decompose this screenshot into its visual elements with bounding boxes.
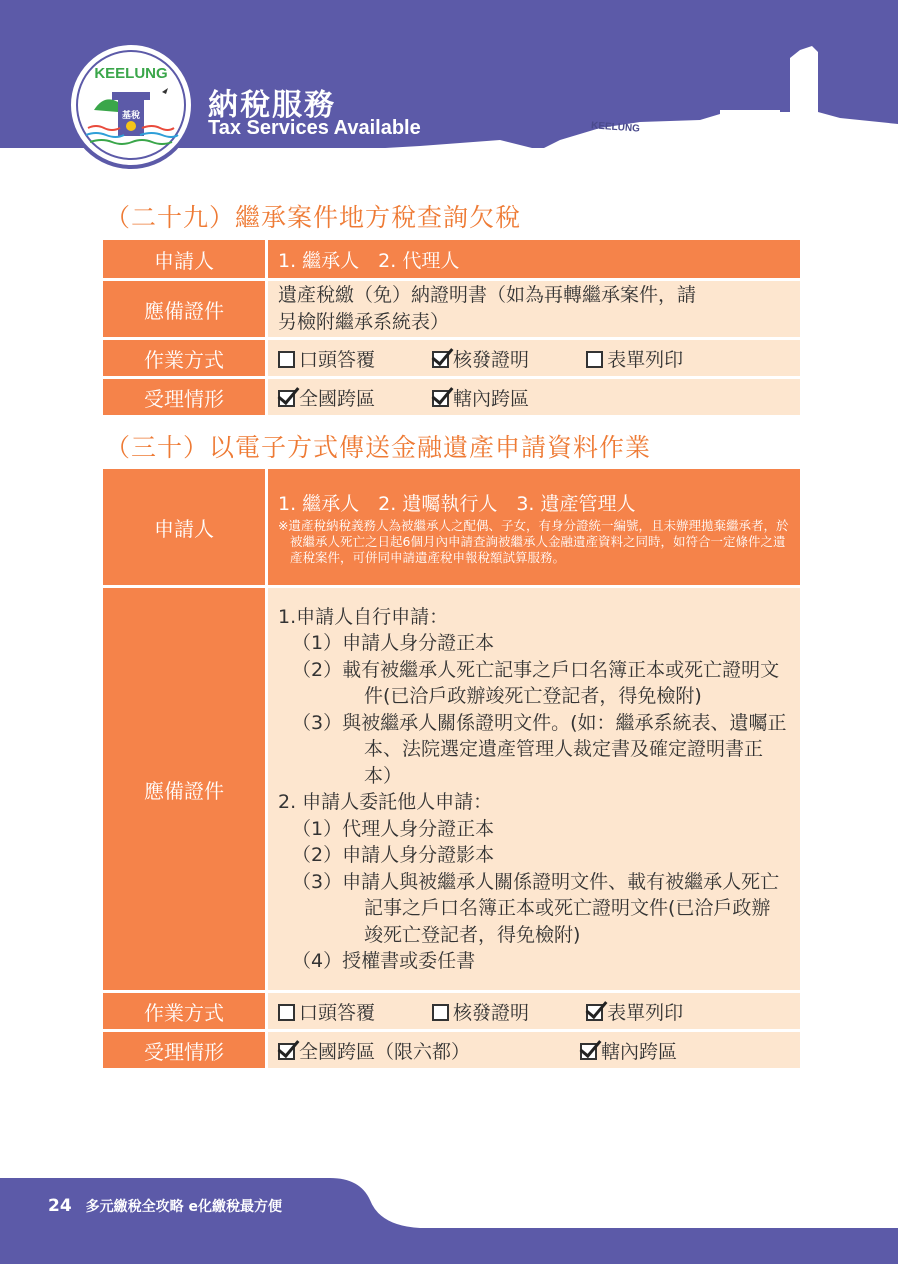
method-options [265,993,800,1029]
docs-item: （3）與被繼承人關係證明文件。(如：繼承系統表、遺囑正本、法院選定遺產管理人裁定書及確定證明書正本） [292,711,787,787]
row-label: 作業方式 [103,340,265,376]
option-label: 核發證明 [453,1001,530,1024]
method-options [265,340,800,376]
header-title: 納稅服務 [208,88,336,123]
row-label: 應備證件 [103,588,265,990]
table-row [103,1032,800,1068]
checkbox-checked[interactable] [278,390,295,407]
docs-heading: 2. 申請人委託他人申請： [278,791,493,813]
docs-value [265,281,800,337]
section29-title: （二十九）繼承案件地方稅查詢欠稅 [105,203,522,232]
row-label: 作業方式 [103,993,265,1029]
header-subtitle: Tax Services Available [208,117,421,139]
applicant-value [265,469,800,585]
table-row [103,240,800,278]
keelung-tax-logo [66,40,196,170]
option-label: 全國跨區 [299,387,376,410]
applicant-value: 1. 繼承人 2. 代理人 [265,240,800,278]
checkbox-unchecked[interactable] [278,1004,295,1021]
checkbox-checked[interactable] [432,351,449,368]
section29-table [103,237,800,418]
option-label: 核發證明 [453,348,530,371]
checkbox-unchecked[interactable] [586,351,603,368]
docs-line: 遺產稅繳（免）納證明書（如為再轉繼承案件，請 [278,284,697,306]
section30-title: （三十）以電子方式傳送金融遺產申請資料作業 [105,433,652,462]
checkbox-unchecked[interactable] [432,1004,449,1021]
option-label: 口頭答覆 [299,1001,376,1024]
table-row [103,588,800,990]
footer-text: 多元繳稅全攻略 e化繳稅最方便 [85,1199,283,1215]
docs-item: （3）申請人與被繼承人關係證明文件、載有被繼承人死亡記事之戶口名簿正本或死亡證明文件(已洽戶政辦竣死亡登記者，得免檢附) [292,870,780,946]
option-label: 表單列印 [607,348,684,371]
accept-options [265,379,800,415]
checkbox-unchecked[interactable] [278,351,295,368]
docs-item: （2）載有被繼承人死亡記事之戶口名簿正本或死亡證明文件(已洽戶政辦竣死亡登記者，得免檢附) [292,658,780,707]
table-row [103,469,800,585]
accept-options [265,1032,800,1068]
checkbox-checked[interactable] [432,390,449,407]
docs-item: （1）申請人身分證正本 [292,632,495,654]
docs-item: （1）代理人身分證正本 [292,817,495,840]
table-row [103,281,800,337]
option-label: 轄內跨區 [601,1040,678,1063]
checkbox-checked[interactable] [278,1043,295,1060]
table-row [103,340,800,376]
row-label: 申請人 [103,240,265,278]
applicant-note: ※遺產稅納稅義務人為被繼承人之配偶、子女，有身分證統一編號，且未辦理拋棄繼承者，於被繼承人死亡之日起6個月內申請查詢被繼承人金融遺產資料之同時，如符合一定條件之遺產稅案件，可併同申請遺產稅申報稅額試算服務。 [278,517,789,565]
row-label: 受理情形 [103,379,265,415]
row-label: 受理情形 [103,1032,265,1068]
footer [48,1196,282,1216]
checkbox-checked[interactable] [580,1043,597,1060]
docs-value [265,588,800,990]
footer-band [0,1170,898,1264]
page-number: 24 [48,1196,72,1216]
logo-badge: 基稅 [121,111,141,121]
docs-item: （2）申請人身分證影本 [292,844,495,866]
city-label: KEELUNG [590,120,641,135]
checkbox-checked[interactable] [586,1004,603,1021]
row-label: 申請人 [103,469,265,585]
docs-item: （4）授權書或委任書 [292,950,476,972]
applicant-list: 1. 繼承人 2. 遺囑執行人 3. 遺產管理人 [278,492,636,515]
logo-text: KEELUNG [94,65,168,82]
option-label: 全國跨區（限六都） [299,1040,471,1063]
section30-table [103,466,800,1071]
table-row [103,993,800,1029]
option-label: 口頭答覆 [299,348,376,371]
docs-heading: 1.申請人自行申請： [278,605,449,628]
option-label: 轄內跨區 [453,387,530,410]
docs-line: 另檢附繼承系統表） [278,311,450,333]
option-label: 表單列印 [607,1001,684,1024]
table-row [103,379,800,415]
row-label: 應備證件 [103,281,265,337]
